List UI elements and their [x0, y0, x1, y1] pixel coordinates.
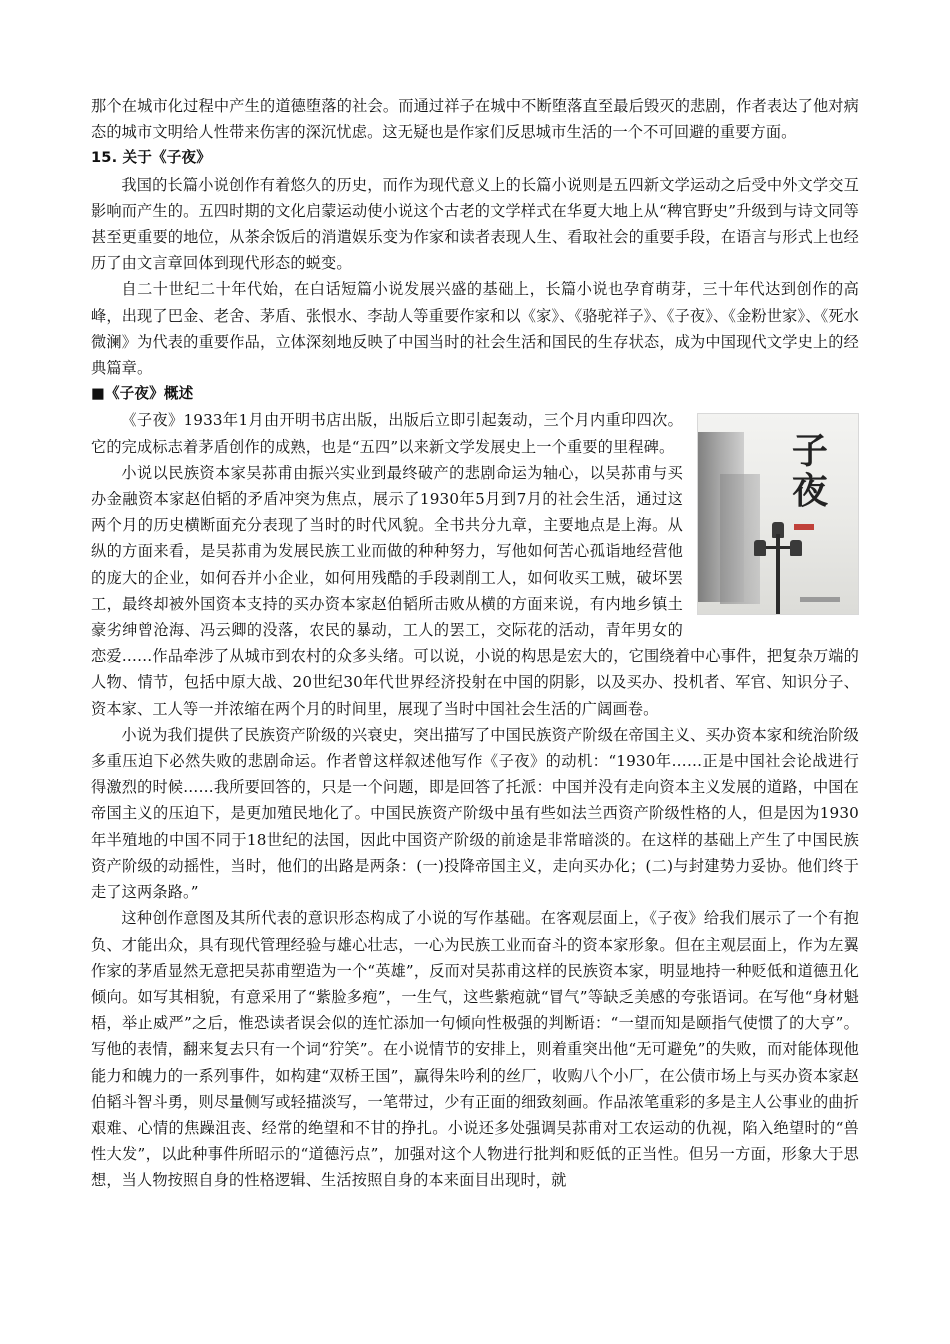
cover-title-char-2: 夜 [791, 470, 828, 513]
paragraph-ideology-analysis: 这种创作意图及其所代表的意识形态构成了小说的写作基础。在客观层面上，《子夜》给我们展示了一个有抱负、才能出众，具有现代管理经验与雄心壮志，一心为民族工业而奋斗的资本家形象。但在主观层面上，作为左翼作家的茅盾显然无意把吴荪甫塑造为一个“英雄”，反而对吴荪甫这样的民族资本家，明显地持一种贬低和道德丑化倾向。如写其相貌，有意采用了“紫脸多疱”，一生气，这些紫疱就“冒气”等缺乏美感的夸张语词。在写他“身材魁梧，举止威严”之后，惟恐读者误会似的连忙添加一句倾向性极强的判断语：“一望而知是颐指气使惯了的大亨”。写他的表情，翻来复去只有一个词“狞笑”。在小说情节的安排上，则着重突出他“无可避免”的失败，而对能体现他能力和魄力的一系列事件，如构建“双桥王国”，赢得朱吟利的丝厂，收购八个小厂，在公债市场上与买办资本家赵伯韬斗智斗勇，则尽量侧写或轻描淡写，一笔带过，少有正面的细致刻画。作品浓笔重彩的多是主人公事业的曲折艰难、心情的焦躁沮丧、经常的绝望和不甘的挣扎。小说还多处强调吴荪甫对工农运动的仇视，陷入绝望时的“兽性大发”，以此种事件所昭示的“道德污点”，加强对这个人物进行批判和贬低的正当性。但另一方面，形象大于思想，当人物按照自身的性格逻辑、生活按照自身的本来面目出现时，就 [91, 909, 859, 1190]
cover-publisher-mark [800, 597, 840, 602]
document-page [91, 93, 859, 1194]
section-heading-15: 15. 关于《子夜》 [91, 149, 211, 167]
cover-lamp-right [790, 540, 802, 556]
paragraph-plot-summary: 小说以民族资本家吴荪甫由振兴实业到最终破产的悲剧命运为轴心，以吴荪甫与买办金融资本家赵伯韬的矛盾冲突为焦点，展示了1930年5月到7月的社会生活，通过这两个月的历史横断面充分表现了当时的时代风貌。全书共分九章，主要地点是上海。从纵的方面来看，是吴荪甫为发展民族工业而做的种种努力，写他如何苦心孤诣地经营他的庞大的企业，如何吞并小企业，如何用残酷的手段剥削工人，如何收买工贼，破坏罢工，最终却被外国资本支持的买办资本家赵伯韬所击败从横的方面来说，有内地乡镇土豪劣绅曾沧海、冯云卿的没落，农民的暴动，工人的罢工，交际花的活动，青年男女的恋爱……作品牵涉了从城市到农村的众多头绪。可以说，小说的构思是宏大的，它围绕着中心事件，把复杂万端的人物、情节，包括中原大战、20世纪30年代世界经济投射在中国的阴影，以及买办、投机者、军官、知识分子、资本家、工人等一并浓缩在两个月的时间里，展现了当时中国社会生活的广阔画卷。 [91, 463, 859, 718]
paragraph-publication: 《子夜》1933年1月由开明书店出版，出版后立即引起轰动，三个月内重印四次。它的完成标志着茅盾创作的成熟，也是“五四”以来新文学发展史上一个重要的里程碑。 [91, 411, 683, 456]
paragraph-long-novel-history: 我国的长篇小说创作有着悠久的历史，而作为现代意义上的长篇小说则是五四新文学运动之后受中外文学交互影响而产生的。五四时期的文化启蒙运动使小说这个古老的文学样式在华夏大地上从“稗官野史”升级到与诗文同等甚至更重要的地位，从茶余饭后的消遣娱乐变为作家和读者表现人生、看取社会的重要手段，在语言与形式上也经历了由文言章回体到现代形态的蜕变。 [91, 175, 859, 273]
subheading-ziye-overview: ■《子夜》概述 [91, 385, 194, 403]
cover-lamp-left [754, 540, 766, 556]
cover-buildings-graphic-2 [720, 474, 760, 604]
cover-title-char-1: 子 [791, 430, 828, 473]
book-cover-image [697, 413, 859, 615]
paragraph-1920s-novels: 自二十世纪二十年代始，在白话短篇小说发展兴盛的基础上，长篇小说也孕育萌芽，三十年代达到创作的高峰，出现了巴金、老舍、茅盾、张恨水、李劼人等重要作家和以《家》、《骆驼祥子》、《子夜》、《金粉世家》、《死水微澜》为代表的重要作品，立体深刻地反映了中国当时的社会生活和国民的生存状态，成为中国现代文学史上的经典篇章。 [91, 280, 859, 378]
cover-red-mark [794, 524, 814, 530]
overview-block [91, 407, 859, 721]
paragraph-bourgeoisie-history: 小说为我们提供了民族资产阶级的兴衰史，突出描写了中国民族资产阶级在帝国主义、买办资本家和统治阶级多重压迫下必然失败的悲剧命运。作者曾这样叙述他写作《子夜》的动机：“1930年……正是中国社会论战进行得激烈的时候……我所要回答的，只是一个问题，即是回答了托派：中国并没有走向资本主义发展的道路，中国在帝国主义的压迫下，是更加殖民地化了。中国民族资产阶级中虽有些如法兰西资产阶级性格的人，但是因为1930年半殖地的中国不同于18世纪的法国，因此中国资产阶级的前途是非常暗淡的。在这样的基础上产生了中国民族资产阶级的动摇性，当时，他们的出路是两条：(一)投降帝国主义，走向买办化；(二)与封建势力妥协。他们终于走了这两条路。” [91, 725, 859, 902]
paragraph-intro-continuation: 那个在城市化过程中产生的道德堕落的社会。而通过祥子在城中不断堕落直至最后毁灭的悲剧，作者表达了他对病态的城市文明给人性带来伤害的深沉忧虑。这无疑也是作家们反思城市生活的一个不可回避的重要方面。 [91, 97, 859, 142]
cover-lamp-pole [776, 534, 780, 614]
